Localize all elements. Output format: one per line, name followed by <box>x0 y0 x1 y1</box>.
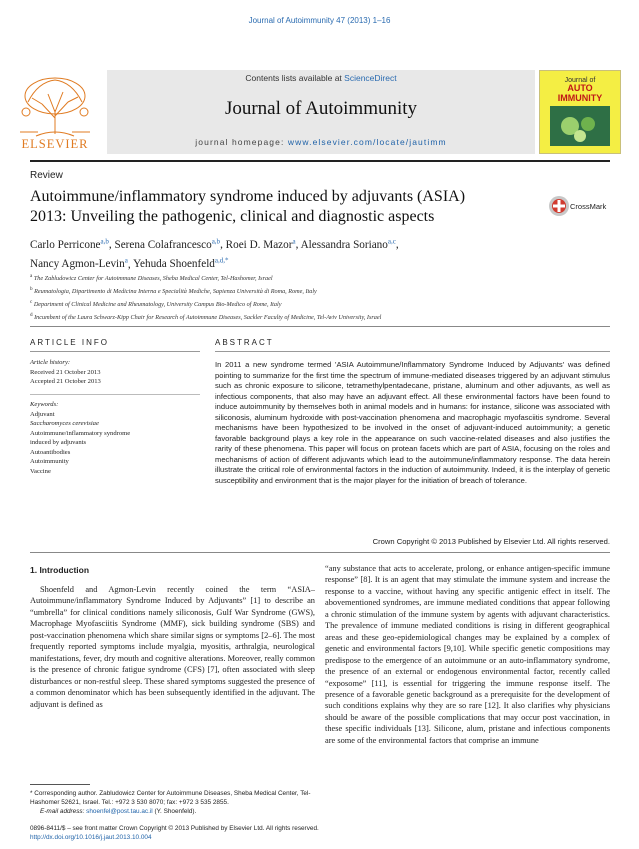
article-title-line2: 2013: Unveiling the pathogenic, clinical and diagnostic aspects <box>30 208 435 225</box>
keyword-item: Autoantibodies <box>30 448 71 456</box>
footnote <box>30 789 315 817</box>
cover-title-line3: IMMUNITY <box>557 92 603 103</box>
keyword-item: induced by adjuvants <box>30 439 87 446</box>
body-left-column <box>30 584 315 768</box>
contents-prefix: Contents lists available at <box>245 73 345 83</box>
publisher-logo-text: ELSEVIER <box>21 137 89 151</box>
journal-homepage <box>107 137 535 147</box>
journal-cover-image <box>539 70 621 154</box>
abstract-copyright: Crown Copyright © 2013 Published by Elsevier Ltd. All rights reserved. <box>372 537 610 546</box>
author[interactable]: Yehuda Shoenfeld$^{a,d,*}$ <box>133 256 229 271</box>
author[interactable]: Serena Colafrancesco$^{a,b}$ <box>114 237 221 251</box>
paragraph: Shoenfeld and Agmon-Levin recently coined the term “ASIA–Autoimmune/inflammatory Syndrome Induced by Adjuvants” [1] to describe an “umbrella” for clinical conditions namely siliconosis, Gulf War Syndrome (GWS), Macrophage Myofasciitis Syndrome (MMF), sick building syndrome (SBS) and post-vaccination phenomena which share similar signs or symptoms [2–6]. The most frequently reported symptoms include myalgia, myositis, arthralgia, neurological manifestations, fever, dry mouth and cognitive alterations. Moreover, really common is the presence of chronic fatigue syndrome (CFS) [7], often associated with sleep disturbances or non-restful sleep. These shared symptoms suggested the presence of a common denominator which has been subsequently identified in the adjuvant. The adjuvant is defined as <box>30 585 315 709</box>
email-suffix: (Y. Shoenfeld). <box>152 808 197 816</box>
email-link[interactable]: shoenfel@post.tau.ac.il <box>86 808 153 816</box>
author[interactable]: Nancy Agmon-Levin$^a$ <box>30 256 128 271</box>
cover-title-line1: Journal of <box>564 77 596 84</box>
affiliations <box>30 271 610 323</box>
paragraph: “any substance that acts to accelerate, prolong, or enhance antigen-specific immune response” [8]. It is an agent that may stimulate the immune system and increase the response to a vaccine, without having any specific antigenic effect in itself. The abovementioned syndromes, are immune mediated conditions that appear following a chronic stimulation of the immune system by agents with adjuvant characteristics. The prevalence of immune mediated conditions is rising in different geographical areas and these geo-epidemiological changes may be explained by a complex of genetic and environmental factors [9,10]. While specific genetic compositions may predispose to the emergence of an autoimmune or an auto-inflammatory syndrome, the presence of an external or endogenous environmental factor, recently called “exposome” [11], is essential for triggering the immune response itself. The presence of a favorable genetic background as a prerequisite for the development of such conditions explains why they are so rare [12]. It also clarifies why physicians should be aware of the possible complications that may occur post vaccination, in these specific individuals [13]. Silicone, alum, pristane and infectious components are some of the environmental factors that comprise an immune <box>325 564 610 745</box>
divider <box>30 351 200 352</box>
cover-title <box>540 77 620 103</box>
body-right-column <box>325 563 610 825</box>
keyword-item: Vaccine <box>30 467 51 475</box>
doi-link[interactable]: http://dx.doi.org/10.1016/j.jaut.2013.10.004 <box>30 834 152 842</box>
contents-line <box>107 73 535 83</box>
header-rule <box>30 160 610 162</box>
received-date: Received 21 October 2013 <box>30 368 101 376</box>
keyword-item: Adjuvant <box>30 410 55 418</box>
affiliation-item: $^b$ Reumatologia, Dipartimento di Medicina Interna e Specialità Mediche, Sapienza Università di Roma, Rome, Italy <box>30 286 317 296</box>
article-title-line1: Autoimmune/inflammatory syndrome induced by adjuvants (ASIA) <box>30 188 466 205</box>
author[interactable]: Roei D. Mazor$^a$ <box>225 237 296 251</box>
article-type: Review <box>30 170 63 181</box>
email-line <box>30 807 315 816</box>
affiliation-item: $^d$ Incumbent of the Laura Schwarz-Kipp Chair for Research of Autoimmune Diseases, Sackler Faculty of Medicine, Tel-Aviv University, Israel <box>30 312 382 322</box>
section-heading: 1. Introduction <box>30 565 90 575</box>
accepted-date: Accepted 21 October 2013 <box>30 378 101 385</box>
abstract-header: ABSTRACT <box>215 338 274 347</box>
keyword-item: Autoimmunity <box>30 458 69 465</box>
keyword-item: Autoimmune/inflammatory syndrome <box>30 429 131 437</box>
abstract-text: In 2011 a new syndrome termed 'ASIA Autoimmune/Inflammatory Syndrome Induced by Adjuvants' was defined pointing to summarize for the first time the spectrum of immune-mediated diseases triggered by an adjuvant stimulus such as chronic exposure to silicone, tetramethylpentadecane, pristane, aluminum and other adjuvants, as well as infectious components, that also may have an adjuvant effect. All these environmental factors have been found to induce autoimmunity by themselves both in animal models and in humans: for instance, silicone was associated with siliconosis, aluminum hydroxide with post-vaccination phenomena and macrophagic myofasciitis syndrome. Several mechanisms have been hypothesized to be involved in the onset of adjuvant-induced autoimmunity; a genetic favorable background plays a key role in the appearance on such vaccine-related diseases and also justifies the rarity of these phenomena. This paper will focus on protean facets which are part of ASIA, focusing on the roles and mechanisms of action of different adjuvants which lead to the autoimmune/inflammatory response. The data herein illustrate the critical role of environmental factors in the induction of autoimmunity. Indeed, it is the interplay of genetic susceptibility and environment that is the major player for the initiation of breach of tolerance. <box>215 360 610 486</box>
homepage-link[interactable]: www.elsevier.com/locate/jautimm <box>287 137 447 147</box>
homepage-prefix: journal homepage: <box>195 137 288 147</box>
article-history <box>30 358 200 387</box>
sciencedirect-link[interactable]: ScienceDirect <box>344 73 397 83</box>
cover-title-line2: AUTO <box>567 83 593 94</box>
issn-line: 0896-8411/$ – see front matter Crown Copyright © 2013 Published by Elsevier Ltd. All rights reserved. <box>30 825 319 832</box>
page-footer <box>30 824 610 842</box>
affiliation-item: $^c$ Department of Clinical Medicine and Rheumatology, University Campus Bio-Medico of Rome, Italy <box>30 299 282 309</box>
history-label: Article history: <box>30 359 71 366</box>
divider <box>30 394 200 395</box>
divider <box>215 351 610 352</box>
footnote-rule <box>30 784 90 785</box>
keywords-label: Keywords: <box>30 401 59 408</box>
journal-reference[interactable]: Journal of Autoimmunity 47 (2013) 1–16 <box>248 16 391 25</box>
crossmark-label[interactable]: CrossMark <box>570 202 607 211</box>
affiliation-item: $^a$ The Zabludowicz Center for Autoimmune Diseases, Sheba Medical Center, Tel-Hashomer, Israel <box>30 273 273 283</box>
journal-title: Journal of Autoimmunity <box>224 98 418 119</box>
email-label: E-mail address: <box>40 808 87 816</box>
article-info-header: ARTICLE INFO <box>30 338 109 347</box>
keyword-item: Saccharomyces cerevisiae <box>30 420 99 427</box>
divider <box>30 326 610 327</box>
author[interactable]: Carlo Perricone$^{a,b}$ <box>30 237 109 251</box>
divider <box>30 552 610 553</box>
cover-illustration <box>550 106 610 146</box>
article-title <box>30 187 500 227</box>
author-list: Carlo Perricone$^{a,b}$, Serena Colafrancesco$^{a,b}$, Roei D. Mazor$^a$, Alessandra Soriano$^{a,c}$, Nancy Agmon-Levin$^a$, Yehuda Shoenfeld$^{a,d,*}$ <box>30 237 399 271</box>
corresponding-author-note: * Corresponding author. Zabludowicz Center for Autoimmune Diseases, Sheba Medical Center, Tel-Hashomer 52621, Israel. Tel.: +972 3 530 8070; fax: +972 3 535 2855. <box>30 790 311 807</box>
keywords <box>30 400 200 476</box>
author[interactable]: Alessandra Soriano$^{a,c}$ <box>300 237 396 251</box>
